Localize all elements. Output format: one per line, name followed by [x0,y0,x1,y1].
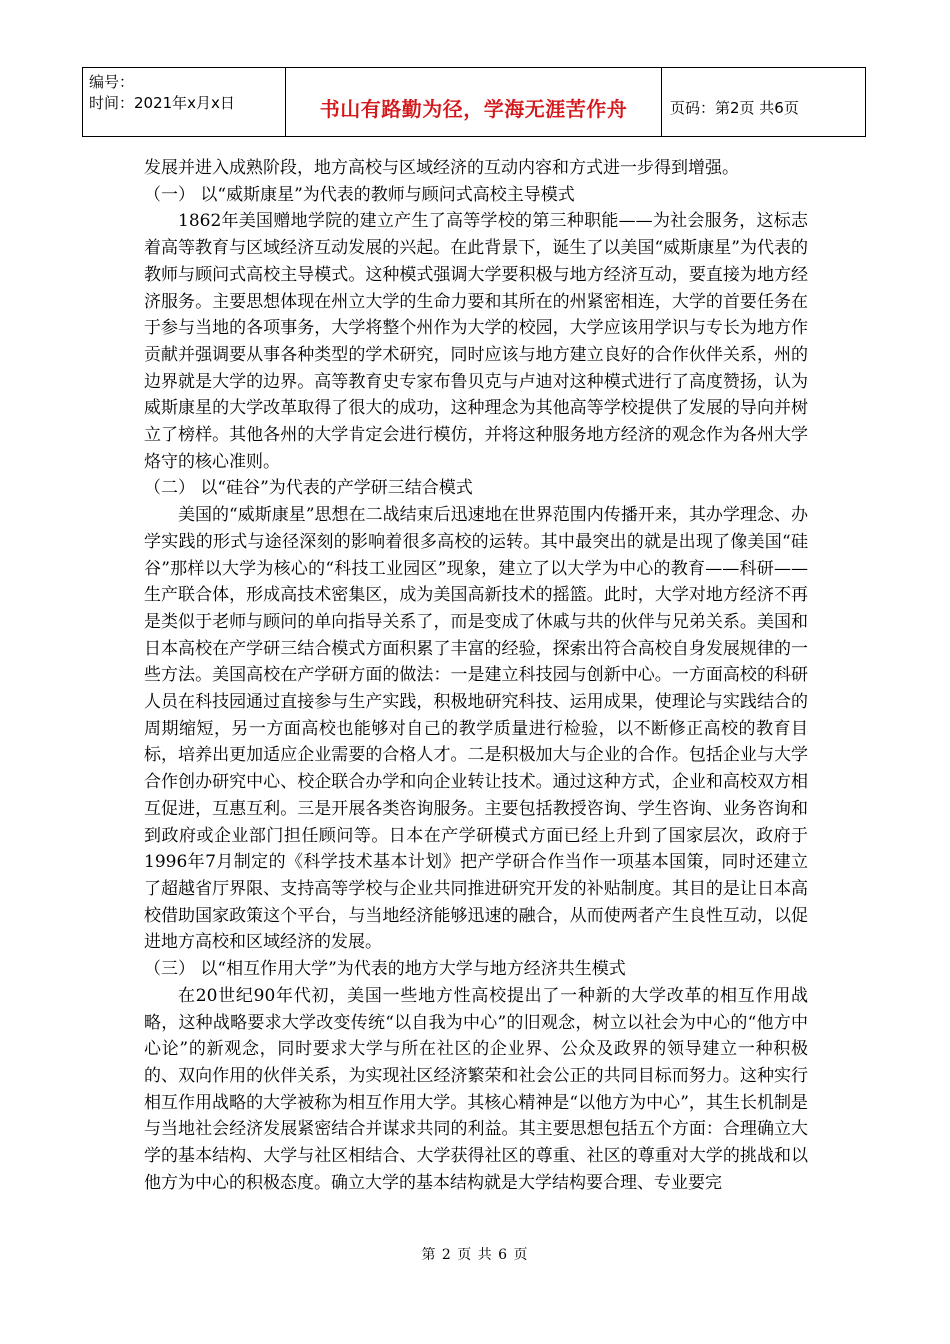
page-footer: 第 2 页 共 6 页 [421,1247,529,1263]
document-number-label: 编号： [89,73,135,91]
document-time-label: 时间：2021年x月x日 [89,94,235,112]
paragraph-3: 在20世纪90年代初，美国一些地方性高校提出了一种新的大学改革的相互作用战略，这种战略要求大学改变传统“以自我为中心”的旧观念，树立以社会为中心的“他方中心论”的新观念，同时要求大学与所在社区的企业界、公众及政界的领导建立一种积极的、双向作用的伙伴关系，为实现社区经济繁荣和社会公正的共同目标而努力。这种实行相互作用战略的大学被称为相互作用大学。其核心精神是“以他方为中心”，其生长机制是与当地社会经济发展紧密结合并谋求共同的利益。其主要思想包括五个方面：合理确立大学的基本结构、大学与社区相结合、大学获得社区的尊重、社区的尊重对大学的挑战和以他方为中心的积极态度。确立大学的基本结构就是大学结构要合理、专业要完 [144,985,808,1193]
paragraph-continuation: 发展并进入成熟阶段，地方高校与区域经济的互动内容和方式进一步得到增强。 [144,158,739,178]
section-heading-1: （一） 以“威斯康星”为代表的教师与顾问式高校主导模式 [144,184,575,205]
header-motto: 书山有路勤为径，学海无涯苦作舟 [286,68,662,136]
header-page-info: 页码：第2页 共6页 [670,98,799,117]
paragraph-1: 1862年美国赠地学院的建立产生了高等学校的第三种职能——为社会服务，这标志着高等教育与区域经济互动发展的兴起。在此背景下，诞生了以美国“威斯康星”为代表的教师与顾问式高校主导模式。这种模式强调大学要积极与地方经济互动，要直接为地方经济服务。主要思想体现在州立大学的生命力要和其所在的州紧密相连，大学的首要任务在于参与当地的各项事务，大学将整个州作为大学的校园，大学应该用学识与专长为地方作贡献并强调要从事各种类型的学术研究，同时应该与地方建立良好的合作伙伴关系，州的边界就是大学的边界。高等教育史专家布鲁贝克与卢迪对这种模式进行了高度赞扬，认为威斯康星的大学改革取得了很大的成功，这种理念为其他高等学校提供了发展的导向并树立了榜样。其他各州的大学肯定会进行模仿，并将这种服务地方经济的观念作为各州大学烙守的核心准则。 [144,211,808,472]
section-heading-2: （二） 以“硅谷”为代表的产学研三结合模式 [144,478,473,499]
document-body [144,155,808,1196]
header-meta [83,68,286,136]
page-header [82,67,866,137]
section-heading-3: （三） 以“相互作用大学”为代表的地方大学与地方经济共生模式 [144,959,626,980]
paragraph-2: 美国的“威斯康星”思想在二战结束后迅速地在世界范围内传播开来，其办学理念、办学实践的形式与途径深刻的影响着很多高校的运转。其中最突出的就是出现了像美国“硅谷”那样以大学为核心的“科技工业园区”现象，建立了以大学为中心的教育——科研——生产联合体，形成高技术密集区，成为美国高新技术的摇篮。此时，大学对地方经济不再是类似于老师与顾问的单向指导关系了，而是变成了休戚与共的伙伴与兄弟关系。美国和日本高校在产学研三结合模式方面积累了丰富的经验，探索出符合高校自身发展规律的一些方法。美国高校在产学研方面的做法：一是建立科技园与创新中心。一方面高校的科研人员在科技园通过直接参与生产实践，积极地研究科技、运用成果，使理论与实践结合的周期缩短，另一方面高校也能够对自己的教学质量进行检验，以不断修正高校的教育目标，培养出更加适应企业需要的合格人才。二是积极加大与企业的合作。包括企业与大学合作创办研究中心、校企联合办学和向企业转让技术。通过这种方式，企业和高校双方相互促进，互惠互利。三是开展各类咨询服务。主要包括教授咨询、学生咨询、业务咨询和到政府或企业部门担任顾问等。日本在产学研模式方面已经上升到了国家层次，政府于1996年7月制定的《科学技术基本计划》把产学研合作当作一项基本国策，同时还建立了超越省厅界限、支持高等学校与企业共同推进研究开发的补贴制度。其目的是让日本高校借助国家政策这个平台，与当地经济能够迅速的融合，从而使两者产生良性互动，以促进地方高校和区域经济的发展。 [144,505,808,953]
